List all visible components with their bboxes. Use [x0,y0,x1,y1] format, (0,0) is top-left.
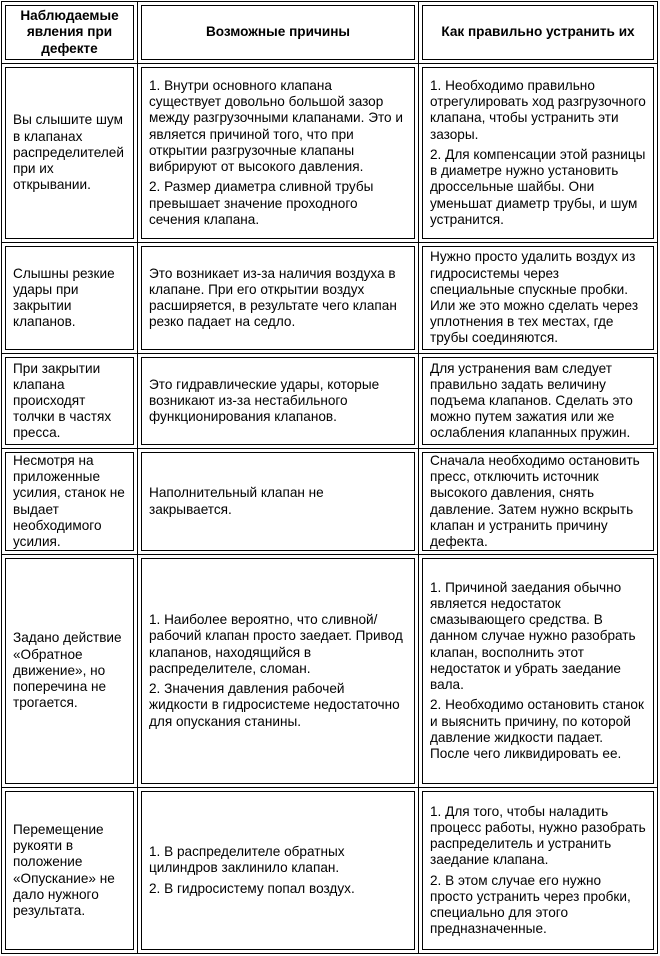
fix-text: 2. Для компенсации этой разницы в диаметре нужно установить дроссельные шайбы. Они уменьшат диаметр трубы, и шум устранится. [430,146,646,227]
table-row-3-fixes [419,354,657,449]
table-row-1-fixes [419,64,657,243]
symptom-text: При закрытии клапана происходят толчки в частях пресса. [13,360,112,441]
symptom-text: Перемещение рукояти в положение «Опускание» не дало нужного результата. [13,821,115,918]
table-row-4-causes [138,449,419,555]
header-causes: Возможные причины [141,5,415,60]
cause-text: Это гидравлические удары, которые возникают из-за нестабильного функционирования клапанов. [149,376,380,425]
header-fixes: Как правильно устранить их [422,5,654,60]
symptom-text: Вы слышите шум в клапанах распределителей при их открывании. [13,112,124,193]
symptom-text: Несмотря на приложенные усилия, станок не выдает необходимого усилия. [13,452,125,549]
cause-text: 1. Внутри основного клапана существует довольно большой зазор между разгрузочными клапанами. Это и является причиной того, что при открытии разгрузочные клапаны вибрируют от высокого давления. [149,78,403,175]
table-row-5-fixes [419,555,657,788]
table-row-3-causes [138,354,419,449]
cause-text: 1. Наиболее вероятно, что сливной/ рабочий клапан просто заедает. Привод клапанов, находящийся в распределителе, сломан. [149,612,403,676]
fix-text: Нужно просто удалить воздух из гидросистемы через специальные спускные пробки. Или же это можно сделать через уплотнения в тех местах, где трубы соединяются. [430,249,639,346]
table-row-2-causes [138,243,419,354]
fix-text: 1. Для того, чтобы наладить процесс работы, нужно разобрать распределитель и устранить заедание клапана. [430,803,646,868]
fix-text: Для устранения вам следует правильно задать величину подъема клапанов. Сделать это можно путем зажатия или же ослабления клапанных пружин. [430,360,633,441]
table-row-5-causes [138,555,419,788]
symptom-text: Задано действие «Обратное движение», но поперечина не трогается. [13,630,122,711]
table-row-6-fixes [419,788,657,953]
table-row-1-causes [138,64,419,243]
fix-text: Сначала необходимо остановить пресс, отключить источник высокого давления, снять давление. Затем нужно вскрыть клапан и устранить причину дефекта. [430,452,640,549]
cause-text: 2. В гидросистему попал воздух. [149,880,355,896]
cause-text: Это возникает из-за наличия воздуха в клапане. При его открытии воздух расширяется, в результате чего клапан резко падает на седло. [149,265,397,330]
table-row-6-symptom [2,788,138,953]
table-row-5-symptom [2,555,138,788]
header-symptom: Наблюдаемые явления при дефекте [5,5,134,60]
fix-text: 2. Необходимо остановить станок и выяснить причину, по которой давление жидкости падает. После чего ликвидировать ее. [430,697,644,761]
table-row-4-symptom [2,449,138,555]
defects-table [1,1,658,954]
table-row-6-causes [138,788,419,953]
fix-text: 1. Причиной заедания обычно является недостаток смазывающего средства. В данном случае нужно разобрать клапан, восполнить этот недостаток и убрать заедание вала. [430,579,636,693]
symptom-text: Слышны резкие удары при закрытии клапанов. [13,265,115,330]
cause-text: 2. Значения давления рабочей жидкости в гидросистеме недостаточно для опускания станины. [149,681,400,729]
table-row-2-symptom [2,243,138,354]
fix-text: 1. Необходимо правильно отрегулировать ход разгрузочного клапана, чтобы устранить эти зазоры. [430,78,646,142]
header-cell-symptom [2,2,138,64]
cause-text: 2. Размер диаметра сливной трубы превышает значение проходного сечения клапана. [149,179,374,227]
table-row-4-fixes [419,449,657,555]
table-row-2-fixes [419,243,657,354]
cause-text: Наполнительный клапан не закрывается. [149,485,324,517]
table-row-3-symptom [2,354,138,449]
cause-text: 1. В распределителе обратных цилиндров заклинило клапан. [149,844,345,876]
table-row-1-symptom [2,64,138,243]
header-cell-causes [138,2,419,64]
fix-text: 2. В этом случае его нужно просто устранить через пробки, специально для этого предназначенные. [430,872,631,937]
header-cell-fixes [419,2,657,64]
